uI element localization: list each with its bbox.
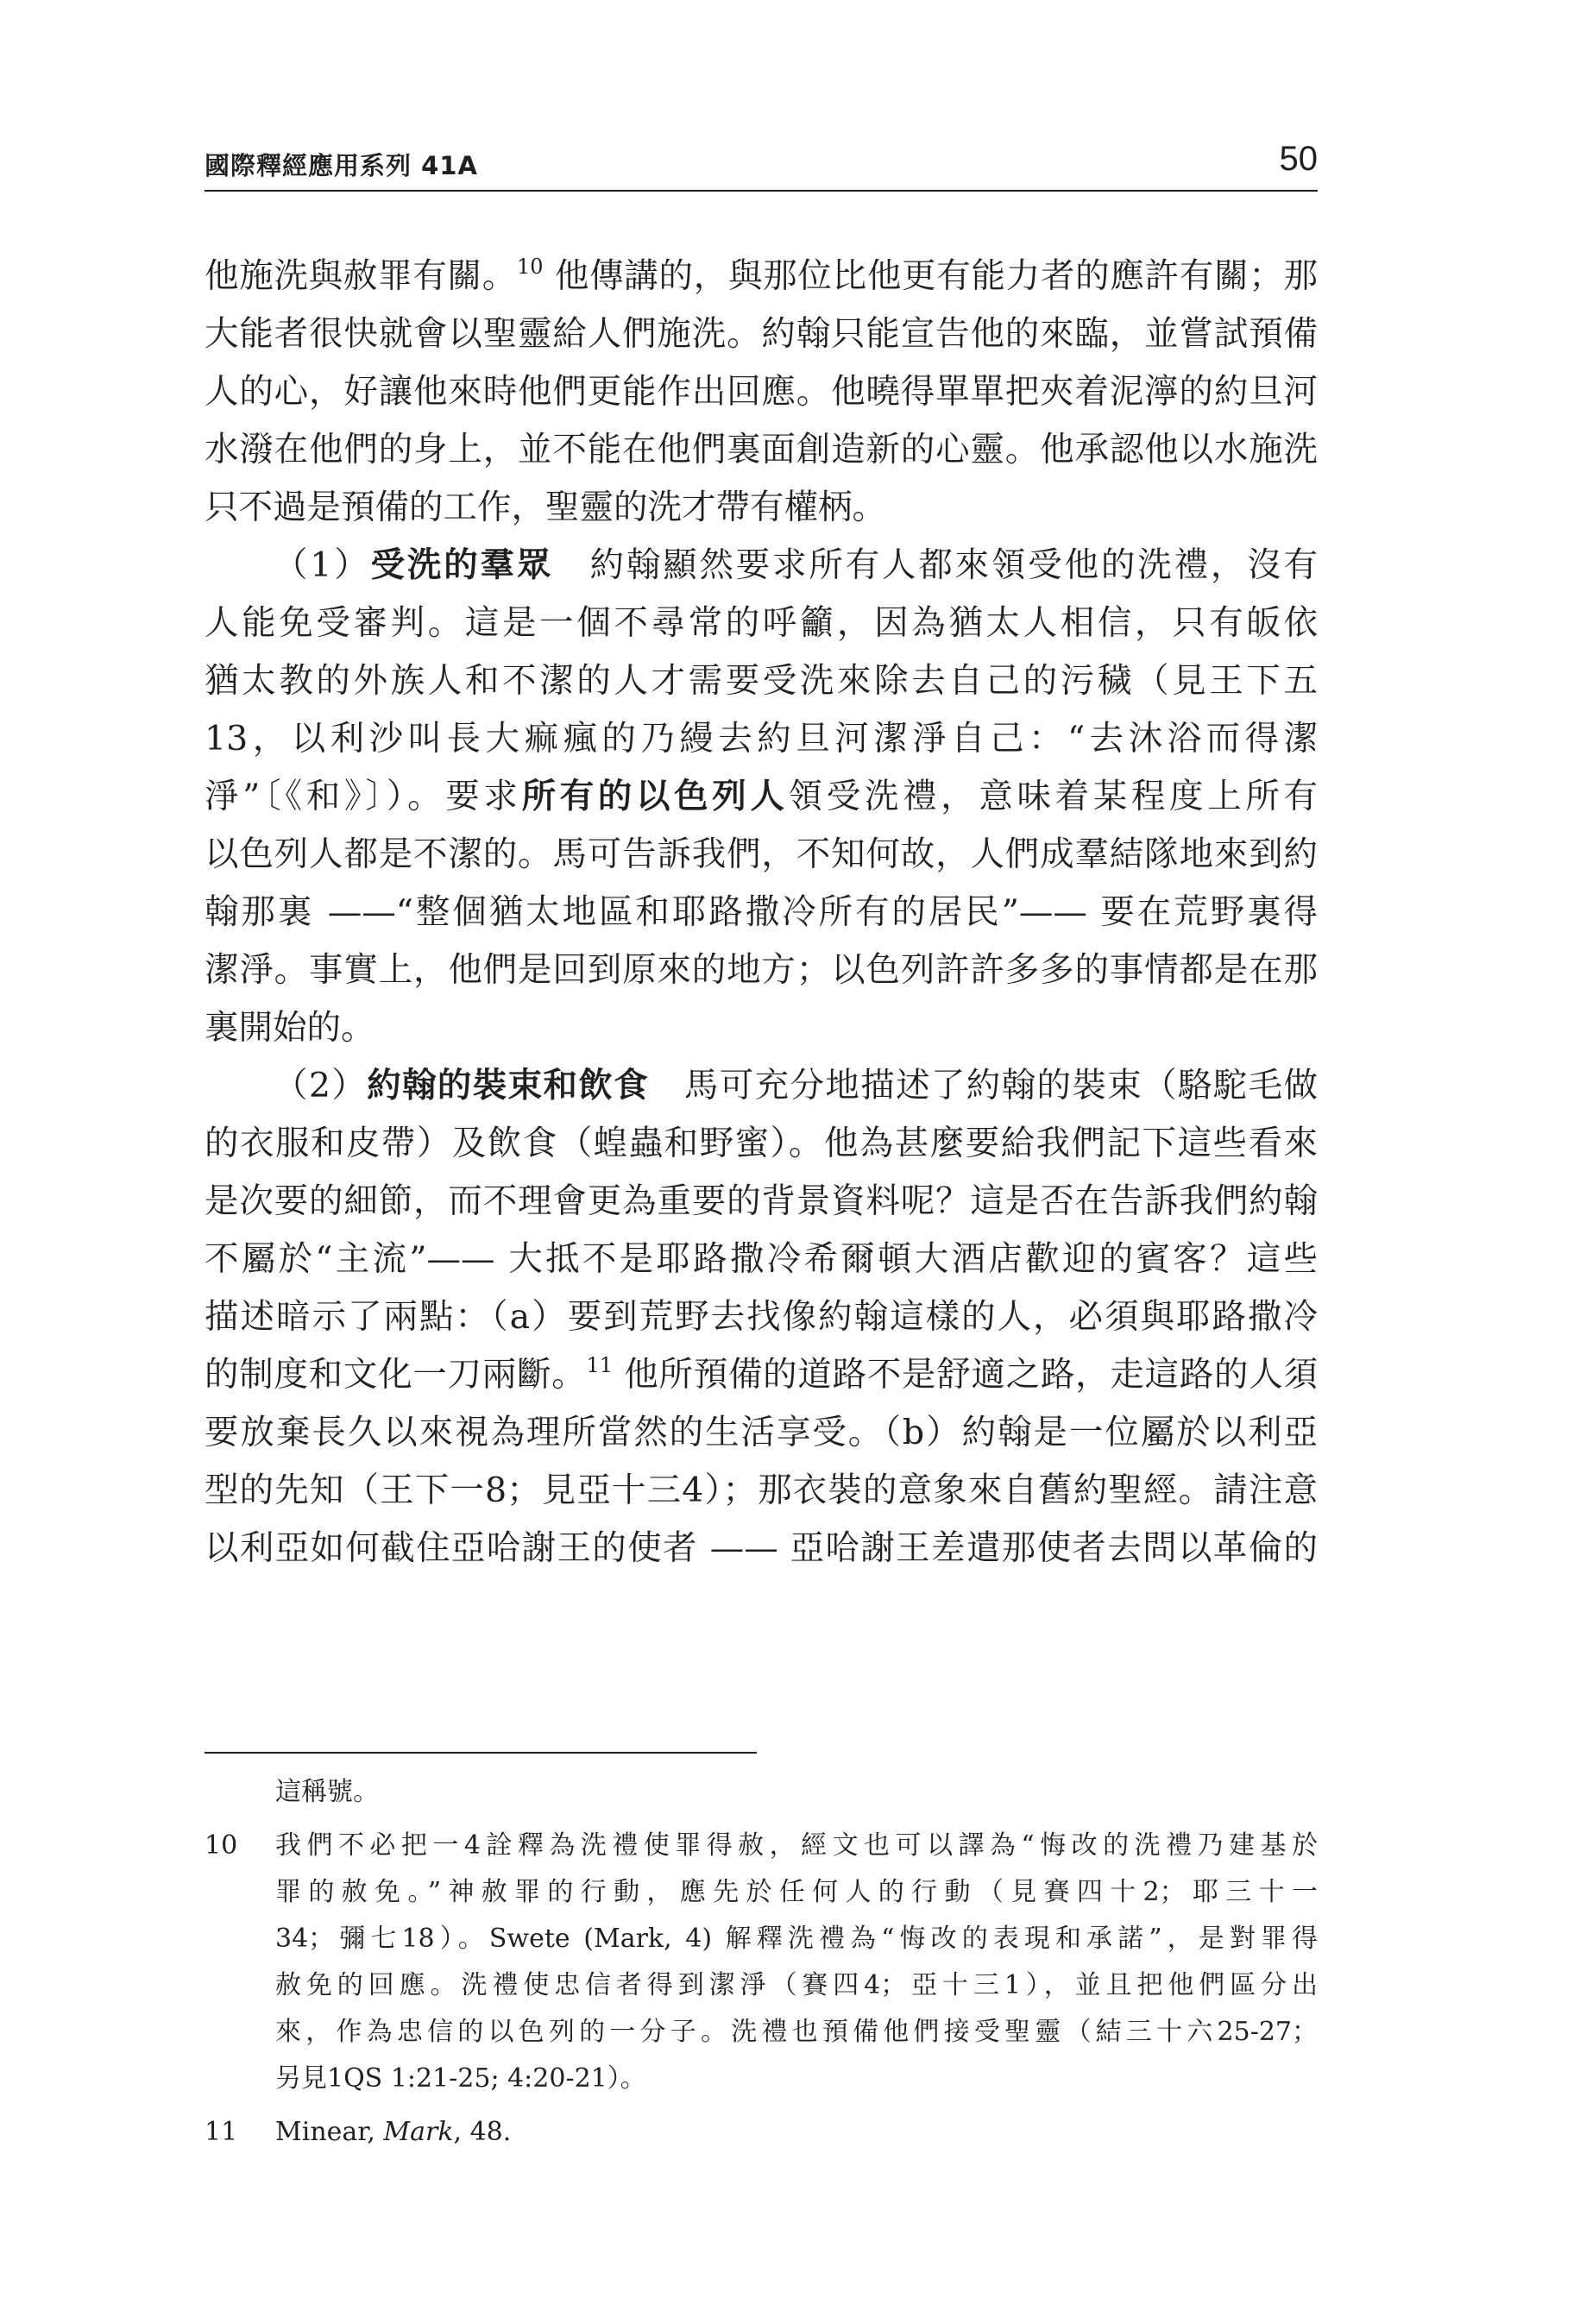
text-line: （2）約翰的裝束和飲食 馬可充分地描述了約翰的裝束（駱駝毛做	[274, 1066, 1318, 1105]
footnote-line: 11 Minear, Mark, 48.	[205, 2109, 1318, 2156]
text-line: 水潑在他們的身上，並不能在他們裏面創造新的心靈。他承認他以水施洗	[205, 430, 1318, 469]
paragraph-2	[205, 537, 1318, 1057]
paragraph-1	[205, 248, 1318, 537]
footnote-number: 11	[205, 2117, 238, 2147]
text-line: 描述暗示了兩點：（a）要到荒野去找像約翰這樣的人，必須與耶路撒冷	[205, 1297, 1318, 1337]
main-text	[205, 248, 1318, 1578]
footnote-11	[205, 2109, 1318, 2156]
text-line: 淨”〔《和》〕）。要求所有的以色列人領受洗禮，意味着某程度上所有	[205, 777, 1319, 816]
section-marker: （2）	[274, 1066, 368, 1105]
running-header	[205, 138, 1318, 192]
text-line: 猶太教的外族人和不潔的人才需要受洗來除去自己的污穢（見王下五	[205, 661, 1318, 701]
section-heading: 約翰的裝束和飲食	[367, 1066, 650, 1105]
footnote-line: 另見1QS 1:21-25; 4:20-21）。	[275, 2063, 646, 2094]
footnote-10	[205, 1823, 1318, 2102]
work-title: Mark	[383, 2117, 454, 2147]
footnote-line: 赦免的回應。洗禮使忠信者得到潔淨（賽四4；亞十三1），並且把他們區分出	[275, 1970, 1318, 2000]
text-line: 人的心，好讓他來時他們更能作出回應。他曉得單單把夾着泥濘的約旦河	[205, 372, 1318, 412]
text-line: 潔淨。事實上，他們是回到原來的地方；以色列許許多多的事情都是在那	[205, 950, 1318, 990]
text-line: 人能免受審判。這是一個不尋常的呼籲，因為猶太人相信，只有皈依	[205, 603, 1318, 643]
footnotes	[205, 1769, 1318, 2156]
footnote-number: 10	[205, 1830, 238, 1861]
text-line: 以利亞如何截住亞哈謝王的使者 —— 亞哈謝王差遣那使者去問以革倫的	[205, 1528, 1318, 1568]
bold-phrase: 所有的以色列人	[521, 777, 789, 816]
footnote-continued: 這稱號。	[275, 1777, 379, 1807]
text-line: 型的先知（王下一8；見亞十三4）；那衣裝的意象來自舊約聖經。請注意	[205, 1471, 1318, 1510]
section-heading: 受洗的羣眾	[370, 545, 554, 585]
footnote-ref-10: 10	[517, 255, 544, 279]
footnote-line: 34；彌七18）。Swete (Mark, 4) 解釋洗禮為“悔改的表現和承諾”，是對罪得	[275, 1924, 1318, 1954]
footnote-rule	[205, 1752, 757, 1754]
page-number: 50	[1279, 140, 1318, 178]
running-title: 國際釋經應用系列 41A	[205, 151, 478, 180]
text-line: 的制度和文化一刀兩斷。$^{11}$ 他所預備的道路不是舒適之路，走這路的人須	[205, 1353, 1319, 1395]
footnote-line: 10 我們不必把一4詮釋為洗禮使罪得赦，經文也可以譯為“悔改的洗禮乃建基於	[205, 1823, 1318, 1869]
text-line: 是次要的細節，而不理會更為重要的背景資料呢？這是否在告訴我們約翰	[205, 1181, 1318, 1221]
text-line: 的衣服和皮帶）及飲食（蝗蟲和野蜜）。他為甚麼要給我們記下這些看來	[205, 1124, 1318, 1163]
text-line: 翰那裏 ——“整個猶太地區和耶路撒冷所有的居民”—— 要在荒野裏得	[205, 892, 1318, 932]
text-line: 以色列人都是不潔的。馬可告訴我們，不知何故，人們成羣結隊地來到約	[205, 834, 1318, 874]
text-line: 只不過是預備的工作，聖靈的洗才帶有權柄。	[205, 488, 886, 527]
footnote-line: 來，作為忠信的以色列的一分子。洗禮也預備他們接受聖靈（結三十六25-27；	[275, 2017, 1318, 2047]
footnote-ref-11: 11	[586, 1353, 613, 1377]
text-line: 大能者很快就會以聖靈給人們施洗。約翰只能宣告他的來臨，並嘗試預備	[205, 314, 1318, 354]
section-marker: （1）	[274, 545, 371, 585]
footnote-line: 罪的赦免。”神赦罪的行動，應先於任何人的行動（見賽四十2；耶三十一	[275, 1877, 1318, 1907]
text-line: 他施洗與赦罪有關。$^{10}$ 他傳講的，與那位比他更有能力者的應許有關；那	[205, 255, 1319, 296]
text-line: 13，以利沙叫長大痲瘋的乃縵去約旦河潔淨自己：“去沐浴而得潔	[205, 719, 1318, 759]
text-line: 要放棄長久以來視為理所當然的生活享受。（b）約翰是一位屬於以利亞	[205, 1413, 1318, 1452]
paragraph-3	[205, 1057, 1318, 1578]
text-line: 裏開始的。	[205, 1008, 375, 1048]
text-line: （1）受洗的羣眾 約翰顯然要求所有人都來領受他的洗禮，沒有	[274, 545, 1319, 585]
text-line: 不屬於“主流”—— 大抵不是耶路撒冷希爾頓大酒店歡迎的賓客？這些	[205, 1239, 1318, 1279]
